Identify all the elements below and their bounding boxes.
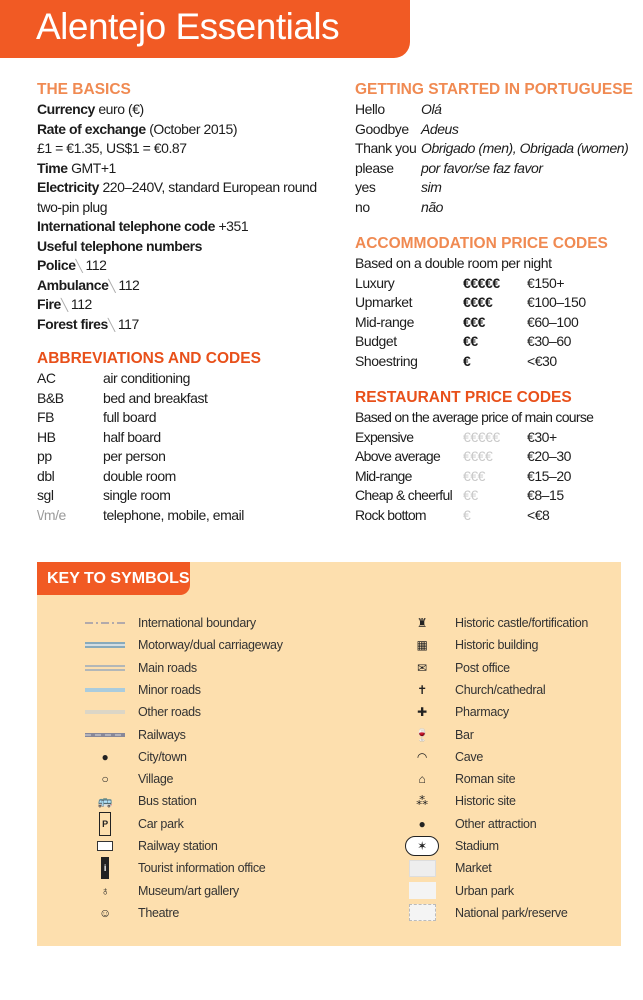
market-icon <box>402 857 442 879</box>
parking-icon: P <box>85 813 125 835</box>
accommodation-price-row <box>355 313 635 333</box>
accommodation-price-row <box>355 352 635 372</box>
abbreviation-code: pp <box>37 448 52 464</box>
theatre-icon: ☺ <box>99 905 111 920</box>
time-value: GMT+1 <box>71 159 116 176</box>
railway-icon <box>85 724 125 746</box>
legend-item <box>85 813 295 835</box>
legend-label: Market <box>455 861 492 876</box>
price-code: €€€€ <box>463 294 493 310</box>
legend-label: Historic castle/fortification <box>455 616 589 630</box>
currency-value: euro (€) <box>98 101 144 117</box>
legend-item <box>85 724 295 746</box>
phrase-english: no <box>355 198 370 215</box>
price-range: <€30 <box>527 352 557 369</box>
rate-date: (October 2015) <box>149 120 238 137</box>
price-code: €€€ <box>463 313 486 330</box>
roman-icon: ⌂ <box>418 772 426 787</box>
phrase-portuguese: Olá <box>421 101 442 117</box>
legend-item <box>402 813 612 835</box>
basics-section <box>37 79 337 334</box>
legend-item <box>85 701 295 723</box>
restaurant-price-row <box>355 467 635 487</box>
legend-label: Car park <box>138 816 184 831</box>
legend-label: Bus station <box>138 794 197 809</box>
legend-label: Roman site <box>455 772 516 787</box>
legend-item <box>402 768 612 790</box>
restaurant-section <box>355 387 635 525</box>
price-code: € <box>463 352 471 369</box>
price-code: €€ <box>463 333 478 349</box>
phrase-english: Thank you <box>355 140 417 156</box>
electricity-value-cont: two-pin plug <box>37 198 108 215</box>
phone-number-value: 112 <box>85 257 107 273</box>
legend-item <box>402 790 612 812</box>
city-icon: ● <box>101 749 109 764</box>
abbreviation-meaning: double room <box>103 467 176 484</box>
phone-number-label: Ambulance <box>37 276 109 293</box>
phone-icon: ╲ <box>108 278 116 293</box>
phone-number-item <box>37 256 337 276</box>
legend-item <box>402 835 612 857</box>
abbreviation-meaning: per person <box>103 448 166 464</box>
legend-item <box>85 612 295 634</box>
price-category: Mid-range <box>355 313 414 330</box>
legend-label: Historic site <box>455 794 516 809</box>
phrase-item <box>355 159 635 179</box>
price-category: Upmarket <box>355 294 413 310</box>
legend-item <box>402 657 612 679</box>
abbreviations-heading: ABBREVIATIONS AND CODES <box>37 350 261 367</box>
phrase-item <box>355 178 635 198</box>
park-icon <box>402 880 442 902</box>
legend-label: National park/reserve <box>455 905 568 920</box>
price-category: Rock bottom <box>355 506 426 523</box>
abbreviation-item <box>37 369 337 389</box>
other-road-icon <box>85 701 125 723</box>
phone-number-value: 112 <box>118 276 140 293</box>
legend-label: International boundary <box>138 616 256 630</box>
legend-label: Historic building <box>455 638 539 653</box>
abbreviation-code: HB <box>37 428 56 445</box>
legend-item <box>85 634 295 656</box>
phone-number-label: Police <box>37 257 76 273</box>
legend-label: Tourist information office <box>138 861 266 876</box>
legend-item <box>85 835 295 857</box>
price-category: Above average <box>355 448 441 464</box>
abbreviation-item <box>37 428 337 448</box>
time-label: Time <box>37 159 68 176</box>
price-range: €150+ <box>527 274 565 291</box>
phone-icon: ╲ <box>75 259 83 273</box>
castle-icon: ♜ <box>416 616 428 630</box>
price-category: Luxury <box>355 274 395 291</box>
phrase-english: Hello <box>355 101 385 117</box>
title-banner <box>0 0 410 58</box>
legend-label: Railways <box>138 727 186 742</box>
legend-label: Minor roads <box>138 682 201 697</box>
price-range: €30+ <box>527 428 557 445</box>
legend-item <box>85 679 295 701</box>
restaurant-price-row <box>355 486 635 506</box>
intl-code-label: International telephone code <box>37 218 215 234</box>
abbreviation-meaning: single room <box>103 487 171 503</box>
currency-label: Currency <box>37 101 95 117</box>
abbreviation-code: B&B <box>37 389 64 406</box>
abbreviation-item <box>37 408 337 428</box>
restaurant-price-row <box>355 506 635 526</box>
abbreviation-code: sgl <box>37 487 54 503</box>
legend-label: Post office <box>455 660 510 675</box>
accommodation-price-row <box>355 293 635 313</box>
abbreviation-item <box>37 389 337 409</box>
key-heading: KEY TO SYMBOLS <box>37 562 190 595</box>
attraction-icon: ● <box>418 816 426 831</box>
phrase-english: Goodbye <box>355 120 409 137</box>
abbreviation-meaning: bed and breakfast <box>103 389 208 406</box>
legend-label: Cave <box>455 749 483 764</box>
phrase-english: please <box>355 159 394 176</box>
phone-number-value: 117 <box>117 315 139 332</box>
price-code: €€€€€ <box>463 274 500 291</box>
legend-label: Other roads <box>138 705 201 720</box>
stadium-icon: ✶ <box>402 835 442 857</box>
legend-label: Urban park <box>455 883 514 898</box>
electricity-label: Electricity <box>37 179 99 195</box>
bar-icon: 🍷 <box>414 727 430 742</box>
key-to-symbols <box>37 562 621 946</box>
phone-icon: ╲ <box>60 298 68 312</box>
legend-label: Motorway/dual carriageway <box>138 638 283 653</box>
abbreviation-meaning: half board <box>103 428 161 445</box>
intl-code-value: +351 <box>218 218 249 234</box>
price-code: €€€€€ <box>463 428 500 445</box>
useful-numbers-label: Useful telephone numbers <box>37 237 203 254</box>
phrase-portuguese: Obrigado (men), Obrigada (women) <box>421 140 629 156</box>
phrase-item <box>355 120 635 140</box>
historic-building-icon: ▦ <box>416 638 428 653</box>
legend-item <box>402 746 612 768</box>
accommodation-price-row <box>355 332 635 352</box>
phone-number-value: 112 <box>70 296 92 312</box>
phrase-item <box>355 100 635 120</box>
phone-icon: ╲ <box>107 317 115 332</box>
pharmacy-icon: ✚ <box>417 705 427 720</box>
legend-label: Railway station <box>138 839 218 853</box>
rate-label: Rate of exchange <box>37 120 146 137</box>
price-range: <€8 <box>527 506 550 523</box>
legend-label: City/town <box>138 749 187 764</box>
restaurant-price-row <box>355 447 635 467</box>
abbreviation-item <box>37 467 337 487</box>
portuguese-heading: GETTING STARTED IN PORTUGUESE <box>355 81 633 98</box>
phrase-portuguese: não <box>421 198 444 215</box>
price-range: €60–100 <box>527 313 579 330</box>
price-range: €15–20 <box>527 467 572 484</box>
abbreviation-code: dbl <box>37 467 55 484</box>
legend-item <box>85 902 295 924</box>
phrase-portuguese: Adeus <box>421 120 459 137</box>
village-icon: ○ <box>101 772 109 787</box>
legend-item <box>85 768 295 790</box>
abbreviation-meaning: full board <box>103 409 157 425</box>
museum-icon: ♁ <box>100 883 110 898</box>
price-category: Cheap & cheerful <box>355 487 452 503</box>
phone-number-item <box>37 295 337 315</box>
minor-road-icon <box>85 679 125 701</box>
church-icon: ✝ <box>417 682 427 697</box>
legend-label: Church/cathedral <box>455 682 546 697</box>
basics-heading: THE BASICS <box>37 81 131 98</box>
price-code: € <box>463 506 471 523</box>
phrase-portuguese: por favor/se faz favor <box>421 159 543 176</box>
legend-item <box>85 857 295 879</box>
legend-label: Bar <box>455 727 474 742</box>
price-range: €8–15 <box>527 487 564 503</box>
phrase-item <box>355 139 635 159</box>
legend-label: Village <box>138 772 174 787</box>
legend-item <box>85 657 295 679</box>
legend-label: Other attraction <box>455 816 537 831</box>
price-code: €€€€ <box>463 448 493 464</box>
phone-number-item <box>37 276 337 296</box>
price-category: Expensive <box>355 428 414 445</box>
abbreviation-code: FB <box>37 409 54 425</box>
historic-site-icon: ⁂ <box>416 794 428 809</box>
abbreviation-meaning: air conditioning <box>103 370 190 386</box>
legend-label: Stadium <box>455 839 499 853</box>
price-code: €€€ <box>463 467 486 484</box>
price-category: Shoestring <box>355 352 418 369</box>
legend-item <box>85 790 295 812</box>
price-range: €100–150 <box>527 294 586 310</box>
page-title: Alentejo Essentials <box>36 6 340 47</box>
restaurant-heading: RESTAURANT PRICE CODES <box>355 389 572 406</box>
accommodation-price-row <box>355 274 635 294</box>
restaurant-price-row <box>355 428 635 448</box>
portuguese-section <box>355 79 635 217</box>
legend-item <box>402 634 612 656</box>
abbreviation-item <box>37 447 337 467</box>
boundary-icon <box>85 612 125 634</box>
restaurant-note: Based on the average price of main course <box>355 409 594 425</box>
phone-number-label: Fire <box>37 296 61 312</box>
phone-number-item <box>37 315 337 335</box>
abbreviations-section <box>37 348 337 525</box>
price-category: Budget <box>355 333 397 349</box>
railway-station-icon <box>85 835 125 857</box>
phrase-english: yes <box>355 179 376 195</box>
rate-value: £1 = €1.35, US$1 = €0.87 <box>37 140 187 156</box>
phrase-item <box>355 198 635 218</box>
price-range: €20–30 <box>527 448 572 464</box>
legend-label: Museum/art gallery <box>138 883 239 898</box>
legend-item <box>402 902 612 924</box>
abbreviation-code: AC <box>37 370 56 386</box>
motorway-icon <box>85 634 125 656</box>
legend-item <box>402 701 612 723</box>
phrase-portuguese: sim <box>421 179 442 195</box>
accommodation-note: Based on a double room per night <box>355 255 552 271</box>
legend-label: Theatre <box>138 905 179 920</box>
legend-item <box>402 857 612 879</box>
legend-item <box>402 724 612 746</box>
national-park-icon <box>402 902 442 924</box>
main-road-icon <box>85 657 125 679</box>
info-icon: i <box>85 857 125 879</box>
legend-item <box>402 612 612 634</box>
legend-label: Main roads <box>138 660 197 675</box>
electricity-value: 220–240V, standard European round <box>102 179 317 195</box>
phone-number-label: Forest fires <box>37 315 108 332</box>
legend-item <box>85 746 295 768</box>
legend-label: Pharmacy <box>455 705 509 720</box>
abbreviation-code: \/m/e <box>37 506 66 523</box>
abbreviation-meaning: telephone, mobile, email <box>103 506 244 523</box>
abbreviation-item <box>37 506 337 526</box>
price-category: Mid-range <box>355 467 412 484</box>
accommodation-section <box>355 233 635 371</box>
price-code: €€ <box>463 487 478 503</box>
legend-item <box>402 679 612 701</box>
legend-item <box>402 880 612 902</box>
post-icon: ✉ <box>417 660 427 675</box>
bus-icon: 🚌 <box>97 794 113 809</box>
price-range: €30–60 <box>527 333 572 349</box>
cave-icon: ◠ <box>416 749 428 764</box>
accommodation-heading: ACCOMMODATION PRICE CODES <box>355 235 608 252</box>
legend-item <box>85 880 295 902</box>
abbreviation-item <box>37 486 337 506</box>
